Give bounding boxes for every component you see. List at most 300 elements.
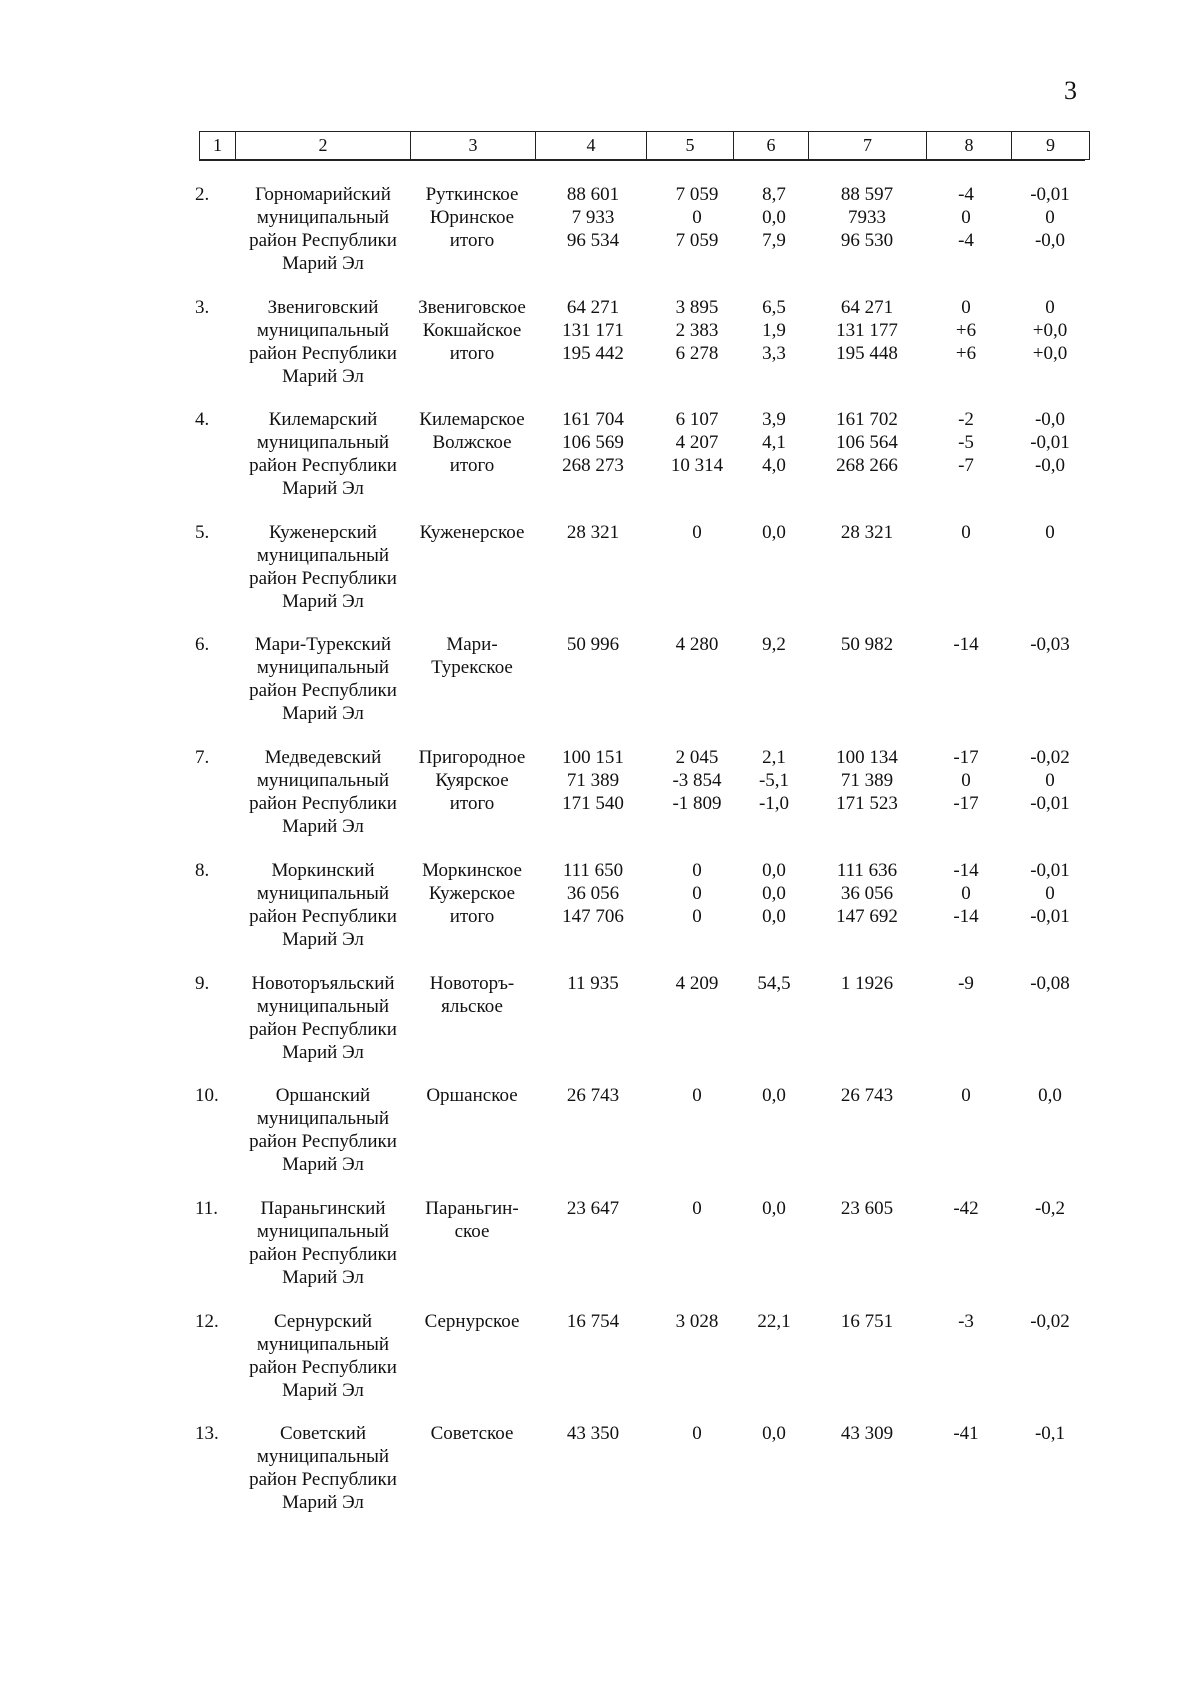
col-6-values-line: 0,0 [762, 906, 786, 927]
col-9-values-line: -0,0 [1034, 230, 1066, 251]
row-number: 4. [195, 409, 210, 430]
col-4-values-line: 26 743 [566, 1085, 620, 1106]
col-6-values [740, 633, 808, 656]
col-5-values-line: 7 059 [675, 184, 719, 205]
col-5-values-line: 0 [692, 860, 702, 881]
col-5-values [654, 183, 740, 252]
col-8-values-line: -4 [958, 230, 974, 251]
col-5-values-line: -3 854 [672, 770, 722, 791]
col-7-values-line: 88 597 [840, 184, 894, 205]
col-4-values-line: 50 996 [566, 634, 620, 655]
col-4-values-line: 23 647 [566, 1198, 620, 1219]
col-6-values-line: 3,3 [762, 343, 786, 364]
col-6-values-line: 22,1 [757, 1311, 791, 1332]
col-4-values-line: 161 704 [562, 409, 624, 430]
district-name-line: Марий Эл [282, 478, 364, 499]
col-4-values [548, 746, 638, 815]
col-9-values-line: +0,0 [1032, 320, 1068, 341]
col-8-values-line: -7 [958, 455, 974, 476]
col-9-values [1010, 859, 1090, 928]
col-9-values-line: -0,01 [1030, 793, 1070, 814]
col-5-values [654, 1310, 740, 1333]
row-number: 11. [195, 1198, 219, 1219]
settlement-names [411, 746, 533, 815]
district-name [226, 1197, 420, 1289]
col-8-values [930, 296, 1002, 365]
col-4-values [548, 521, 638, 544]
col-6-values-line: 4,1 [762, 432, 786, 453]
settlement-names-line: ское [454, 1221, 490, 1242]
district-name-line: Параньгинский [260, 1198, 386, 1219]
col-4-values-line: 36 056 [566, 883, 620, 904]
col-5-values [654, 408, 740, 477]
col-8-values-line: -4 [958, 184, 974, 205]
settlement-names-line: Сернурское [424, 1311, 520, 1332]
col-9-values [1010, 296, 1090, 365]
district-name-line: муниципальный [256, 1446, 390, 1467]
col-4-values-line: 100 151 [562, 747, 624, 768]
settlement-names-line: Новоторъ- [429, 973, 515, 994]
col-9-values [1010, 746, 1090, 815]
district-name [226, 296, 420, 388]
col-7-values [817, 1422, 917, 1445]
col-5-values-line: -1 809 [672, 793, 722, 814]
col-7-values-line: 50 982 [840, 634, 894, 655]
col-8-values-line: 0 [961, 522, 971, 543]
col-7-values-line: 1 1926 [840, 973, 894, 994]
settlement-names-line: Турекское [431, 657, 513, 678]
header-cell-8: 8 [927, 132, 1012, 160]
col-7-values-line: 7933 [848, 207, 886, 228]
settlement-names-line: Куярское [435, 770, 509, 791]
col-9-values-line: -0,0 [1034, 409, 1066, 430]
col-7-values-line: 161 702 [836, 409, 898, 430]
district-name-line: район Республики [249, 1019, 397, 1040]
settlement-names-line: яльское [441, 996, 503, 1017]
district-name [226, 1310, 420, 1402]
col-9-values [1010, 1310, 1090, 1333]
col-6-values-line: 0,0 [762, 1423, 786, 1444]
col-8-values-line: 0 [961, 207, 971, 228]
col-8-values [930, 972, 1002, 995]
district-name-line: муниципальный [256, 883, 390, 904]
col-6-values-line: 0,0 [762, 883, 786, 904]
col-5-values-line: 2 045 [675, 747, 719, 768]
col-5-values-line: 3 895 [675, 297, 719, 318]
settlement-names-line: Мари- [446, 634, 498, 655]
col-9-values [1010, 183, 1090, 252]
district-name-line: район Республики [249, 1357, 397, 1378]
col-5-values-line: 2 383 [675, 320, 719, 341]
col-6-values [740, 521, 808, 544]
col-8-values [930, 859, 1002, 928]
district-name [226, 1084, 420, 1176]
col-6-values [740, 746, 808, 815]
district-name-line: муниципальный [256, 770, 390, 791]
district-name-line: Сернурский [273, 1311, 372, 1332]
district-name-line: Марий Эл [282, 1267, 364, 1288]
col-6-values-line: 0,0 [762, 207, 786, 228]
row-number: 10. [195, 1085, 219, 1106]
col-9-values-line: -0,03 [1030, 634, 1070, 655]
district-name [226, 972, 420, 1064]
row-number: 8. [195, 860, 210, 881]
col-5-values [654, 296, 740, 365]
district-name-line: Килемарский [268, 409, 378, 430]
header-bottom-rule [199, 160, 1085, 161]
col-6-values-line: -5,1 [758, 770, 790, 791]
row-number: 5. [195, 522, 210, 543]
col-6-values-line: 4,0 [762, 455, 786, 476]
col-8-values [930, 1422, 1002, 1445]
settlement-names [411, 1422, 533, 1445]
district-name-line: Марий Эл [282, 816, 364, 837]
col-5-values-line: 6 278 [675, 343, 719, 364]
col-7-values-line: 43 309 [840, 1423, 894, 1444]
col-4-values-line: 11 935 [567, 973, 619, 994]
settlement-names-line: Моркинское [422, 860, 522, 881]
district-name-line: муниципальный [256, 996, 390, 1017]
district-name-line: Куженерский [269, 522, 377, 543]
col-5-values-line: 0 [692, 522, 702, 543]
district-name-line: муниципальный [256, 432, 390, 453]
col-8-values-line: -9 [958, 973, 974, 994]
col-8-values [930, 746, 1002, 815]
col-7-values-line: 111 636 [836, 860, 898, 881]
col-4-values-line: 28 321 [566, 522, 620, 543]
settlement-names [411, 1310, 533, 1333]
col-7-values-line: 106 564 [836, 432, 898, 453]
district-name-line: муниципальный [256, 320, 390, 341]
col-7-values-line: 23 605 [840, 1198, 894, 1219]
col-5-values-line: 4 207 [675, 432, 719, 453]
col-7-values-line: 28 321 [840, 522, 894, 543]
header-cell-2: 2 [236, 132, 411, 160]
district-name-line: Медведевский [264, 747, 382, 768]
header-cell-7: 7 [809, 132, 927, 160]
col-7-values [817, 859, 917, 928]
district-name-line: муниципальный [256, 1334, 390, 1355]
col-6-values-line: 9,2 [762, 634, 786, 655]
col-9-values-line: -0,01 [1030, 860, 1070, 881]
col-9-values-line: -0,01 [1030, 906, 1070, 927]
col-5-values-line: 0 [692, 1085, 702, 1106]
col-8-values-line: -2 [958, 409, 974, 430]
col-4-values-line: 43 350 [566, 1423, 620, 1444]
col-5-values [654, 859, 740, 928]
row-number: 3. [195, 297, 210, 318]
col-9-values [1010, 633, 1090, 656]
settlement-names-line: Параньгин- [425, 1198, 519, 1219]
district-name-line: Марий Эл [282, 1492, 364, 1513]
col-8-values [930, 521, 1002, 544]
col-4-values-line: 96 534 [566, 230, 620, 251]
district-name-line: район Республики [249, 455, 397, 476]
col-4-values-line: 106 569 [562, 432, 624, 453]
settlement-names-line: Советское [430, 1423, 514, 1444]
col-7-values-line: 171 523 [836, 793, 898, 814]
settlement-names [411, 1084, 533, 1107]
col-5-values-line: 0 [692, 906, 702, 927]
col-4-values-line: 7 933 [571, 207, 615, 228]
col-4-values-line: 131 171 [562, 320, 624, 341]
col-7-values [817, 1084, 917, 1107]
col-7-values [817, 183, 917, 252]
col-9-values-line: 0 [1045, 297, 1055, 318]
district-name-line: Марий Эл [282, 703, 364, 724]
col-8-values-line: 0 [961, 297, 971, 318]
col-5-values-line: 10 314 [670, 455, 724, 476]
col-8-values-line: -3 [958, 1311, 974, 1332]
col-8-values [930, 633, 1002, 656]
col-7-values [817, 633, 917, 656]
col-6-values-line: 6,5 [762, 297, 786, 318]
district-name-line: Марий Эл [282, 1380, 364, 1401]
district-name-line: муниципальный [256, 657, 390, 678]
district-name [226, 1422, 420, 1514]
col-4-values [548, 1197, 638, 1220]
col-8-values-line: -14 [953, 634, 979, 655]
col-5-values [654, 746, 740, 815]
col-4-values-line: 171 540 [562, 793, 624, 814]
col-8-values [930, 183, 1002, 252]
district-name-line: район Республики [249, 793, 397, 814]
row-number: 2. [195, 184, 210, 205]
district-name [226, 521, 420, 613]
col-6-values-line: 0,0 [762, 1198, 786, 1219]
col-5-values-line: 0 [692, 883, 702, 904]
col-5-values [654, 1084, 740, 1107]
col-9-values-line: -0,01 [1030, 184, 1070, 205]
col-7-values-line: 26 743 [840, 1085, 894, 1106]
col-5-values [654, 972, 740, 995]
col-5-values-line: 0 [692, 1423, 702, 1444]
settlement-names-line: Кокшайское [422, 320, 522, 341]
col-4-values [548, 859, 638, 928]
district-name-line: Новоторъяльский [251, 973, 395, 994]
row-number: 6. [195, 634, 210, 655]
col-9-values-line: +0,0 [1032, 343, 1068, 364]
district-name-line: муниципальный [256, 207, 390, 228]
settlement-names [411, 1197, 533, 1243]
district-name-line: Марий Эл [282, 366, 364, 387]
col-7-values-line: 16 751 [840, 1311, 894, 1332]
district-name-line: Марий Эл [282, 1042, 364, 1063]
col-6-values-line: 3,9 [762, 409, 786, 430]
row-number: 7. [195, 747, 210, 768]
col-4-values [548, 183, 638, 252]
district-name-line: район Республики [249, 906, 397, 927]
settlement-names-line: итого [449, 906, 495, 927]
col-8-values-line: -17 [953, 747, 979, 768]
settlement-names-line: итого [449, 455, 495, 476]
col-8-values-line: -14 [953, 906, 979, 927]
settlement-names-line: Руткинское [425, 184, 519, 205]
settlement-names [411, 633, 533, 679]
col-7-values-line: 195 448 [836, 343, 898, 364]
col-8-values-line: -42 [953, 1198, 979, 1219]
col-8-values-line: -5 [958, 432, 974, 453]
col-7-values [817, 1197, 917, 1220]
column-number-header [199, 131, 1090, 160]
col-6-values-line: 0,0 [762, 1085, 786, 1106]
col-4-values-line: 71 389 [566, 770, 620, 791]
settlement-names-line: Кужерское [428, 883, 516, 904]
district-name-line: муниципальный [256, 545, 390, 566]
header-cell-3: 3 [411, 132, 536, 160]
col-5-values [654, 521, 740, 544]
settlement-names-line: итого [449, 230, 495, 251]
col-6-values-line: 0,0 [762, 522, 786, 543]
col-7-values-line: 64 271 [840, 297, 894, 318]
col-6-values-line: 8,7 [762, 184, 786, 205]
col-9-values-line: -0,08 [1030, 973, 1070, 994]
district-name-line: Горномарийский [255, 184, 391, 205]
col-4-values [548, 1084, 638, 1107]
col-4-values-line: 88 601 [566, 184, 620, 205]
district-name [226, 633, 420, 725]
col-8-values [930, 1310, 1002, 1333]
col-4-values [548, 1310, 638, 1333]
col-9-values-line: -0,02 [1030, 1311, 1070, 1332]
col-7-values-line: 147 692 [836, 906, 898, 927]
district-name-line: муниципальный [256, 1108, 390, 1129]
col-7-values [817, 296, 917, 365]
col-7-values-line: 71 389 [840, 770, 894, 791]
col-6-values [740, 1197, 808, 1220]
district-name-line: Марий Эл [282, 253, 364, 274]
header-cell-1: 1 [200, 132, 236, 160]
col-9-values-line: -0,1 [1034, 1423, 1066, 1444]
page-number: 3 [1064, 76, 1077, 105]
col-5-values [654, 633, 740, 656]
settlement-names [411, 408, 533, 477]
col-7-values-line: 36 056 [840, 883, 894, 904]
col-7-values-line: 100 134 [836, 747, 898, 768]
district-name-line: район Республики [249, 1469, 397, 1490]
col-9-values [1010, 1422, 1090, 1445]
district-name-line: район Республики [249, 1131, 397, 1152]
col-5-values-line: 6 107 [675, 409, 719, 430]
col-9-values [1010, 972, 1090, 995]
district-name-line: Мари-Турекский [254, 634, 392, 655]
settlement-names-line: Волжское [432, 432, 512, 453]
col-6-values-line: 0,0 [762, 860, 786, 881]
col-9-values-line: -0,01 [1030, 432, 1070, 453]
settlement-names [411, 972, 533, 1018]
settlement-names [411, 296, 533, 365]
settlement-names-line: Звениговское [418, 297, 526, 318]
col-7-values [817, 746, 917, 815]
col-7-values-line: 268 266 [836, 455, 898, 476]
col-5-values-line: 0 [692, 1198, 702, 1219]
col-5-values [654, 1197, 740, 1220]
settlement-names [411, 859, 533, 928]
col-4-values-line: 268 273 [562, 455, 624, 476]
col-7-values [817, 521, 917, 544]
col-6-values-line: -1,0 [758, 793, 790, 814]
col-6-values-line: 1,9 [762, 320, 786, 341]
col-5-values-line: 3 028 [675, 1311, 719, 1332]
col-8-values-line: 0 [961, 883, 971, 904]
district-name-line: муниципальный [256, 1221, 390, 1242]
settlement-names [411, 521, 533, 544]
col-9-values-line: -0,2 [1034, 1198, 1066, 1219]
col-6-values [740, 296, 808, 365]
col-4-values-line: 195 442 [562, 343, 624, 364]
district-name-line: Марий Эл [282, 929, 364, 950]
col-4-values-line: 147 706 [562, 906, 624, 927]
row-number: 9. [195, 973, 210, 994]
district-name-line: район Республики [249, 343, 397, 364]
district-name [226, 859, 420, 951]
header-row [200, 132, 1090, 160]
header-cell-6: 6 [734, 132, 809, 160]
col-8-values-line: 0 [961, 770, 971, 791]
district-name-line: Звениговский [267, 297, 379, 318]
col-6-values-line: 2,1 [762, 747, 786, 768]
col-4-values [548, 972, 638, 995]
col-9-values [1010, 521, 1090, 544]
col-6-values-line: 7,9 [762, 230, 786, 251]
col-7-values [817, 1310, 917, 1333]
col-4-values-line: 16 754 [566, 1311, 620, 1332]
col-8-values-line: -17 [953, 793, 979, 814]
col-7-values-line: 131 177 [836, 320, 898, 341]
col-8-values-line: 0 [961, 1085, 971, 1106]
col-9-values-line: -0,02 [1030, 747, 1070, 768]
col-4-values [548, 296, 638, 365]
col-5-values-line: 0 [692, 207, 702, 228]
col-6-values [740, 1084, 808, 1107]
settlement-names-line: Оршанское [426, 1085, 518, 1106]
district-name-line: район Республики [249, 230, 397, 251]
col-5-values-line: 4 280 [675, 634, 719, 655]
settlement-names-line: Юринское [429, 207, 515, 228]
col-6-values [740, 1422, 808, 1445]
col-8-values-line: +6 [955, 320, 977, 341]
col-9-values-line: 0 [1045, 522, 1055, 543]
row-number: 12. [195, 1311, 219, 1332]
district-name-line: район Республики [249, 1244, 397, 1265]
settlement-names [411, 183, 533, 252]
district-name-line: Моркинский [271, 860, 375, 881]
settlement-names-line: итого [449, 343, 495, 364]
col-9-values-line: 0 [1045, 883, 1055, 904]
col-5-values-line: 7 059 [675, 230, 719, 251]
col-8-values-line: -41 [953, 1423, 979, 1444]
col-9-values [1010, 1197, 1090, 1220]
settlement-names-line: Куженерское [419, 522, 525, 543]
col-9-values [1010, 408, 1090, 477]
col-9-values-line: 0,0 [1038, 1085, 1062, 1106]
col-4-values-line: 111 650 [562, 860, 624, 881]
col-5-values-line: 4 209 [675, 973, 719, 994]
col-9-values-line: 0 [1045, 207, 1055, 228]
col-4-values [548, 408, 638, 477]
col-9-values-line: 0 [1045, 770, 1055, 791]
district-name-line: Марий Эл [282, 591, 364, 612]
col-8-values [930, 1197, 1002, 1220]
col-6-values [740, 1310, 808, 1333]
district-name-line: район Республики [249, 680, 397, 701]
district-name [226, 183, 420, 275]
header-cell-9: 9 [1012, 132, 1090, 160]
district-name [226, 746, 420, 838]
settlement-names-line: Килемарское [419, 409, 525, 430]
col-7-values [817, 408, 917, 477]
header-cell-5: 5 [647, 132, 734, 160]
